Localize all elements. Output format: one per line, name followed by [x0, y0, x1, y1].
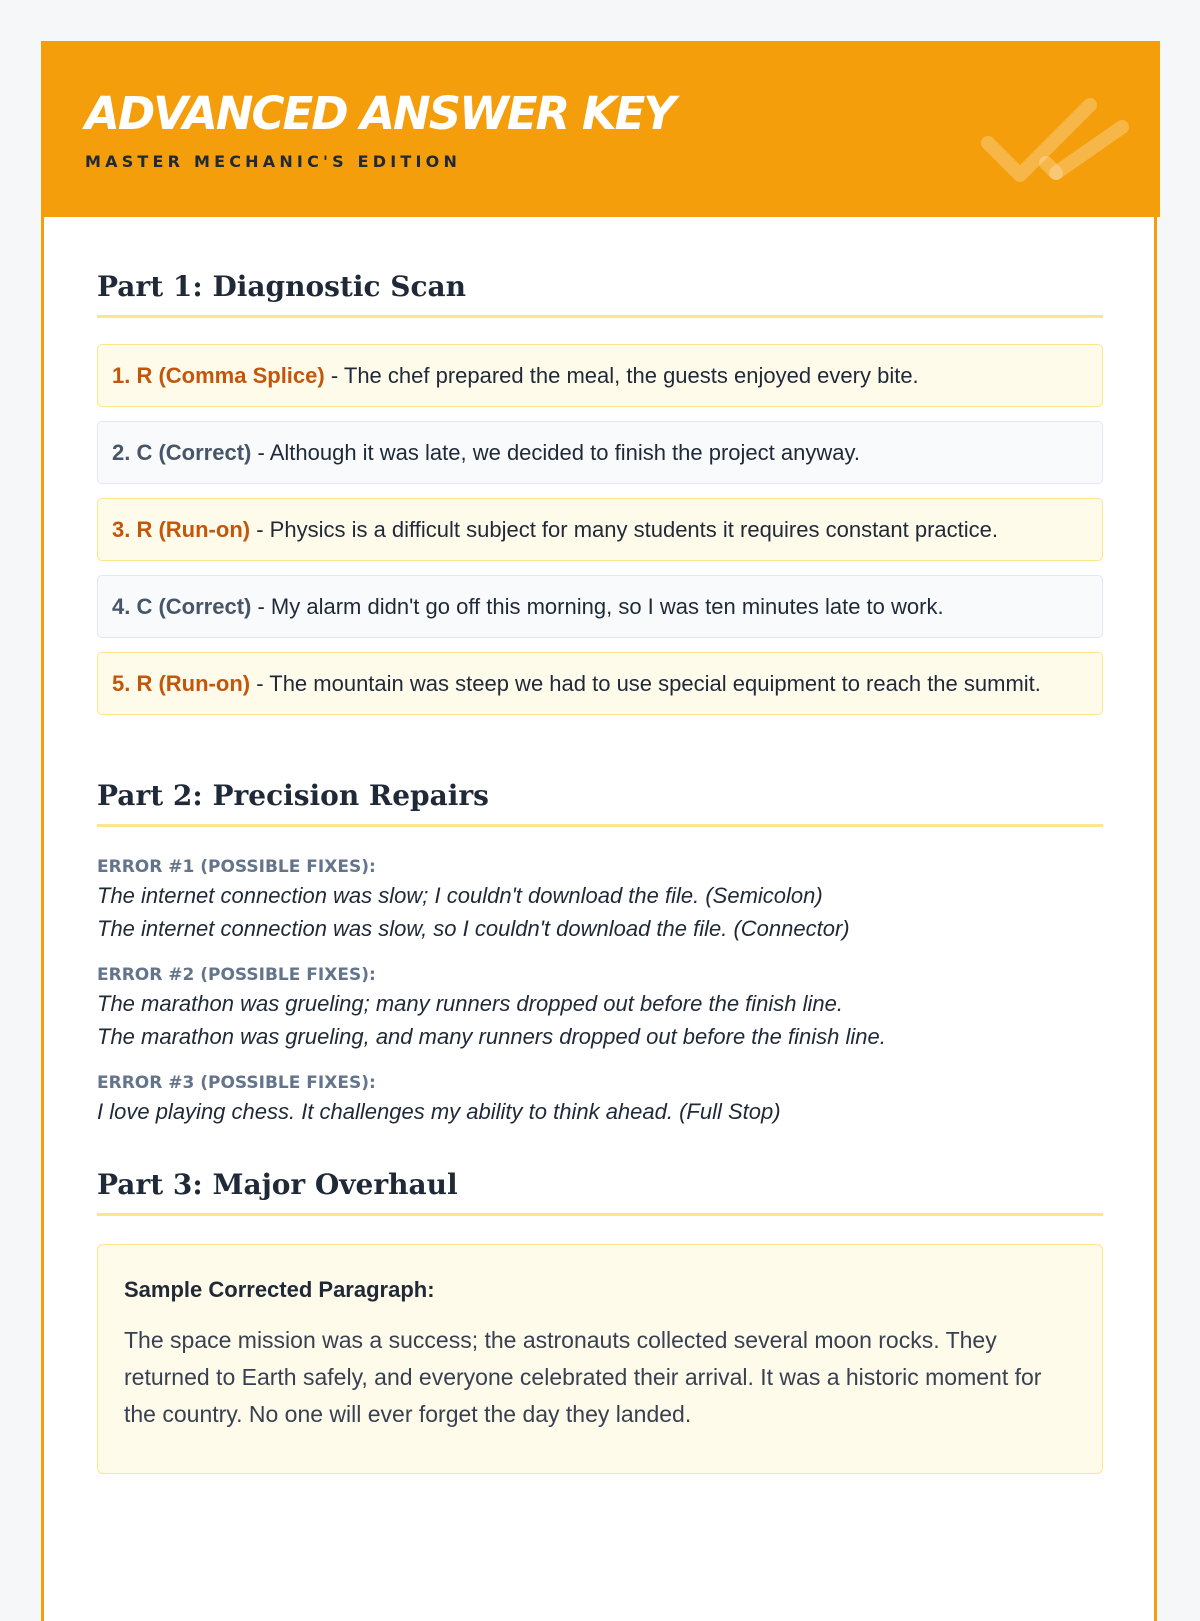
list-item: 2. C (Correct) - Although it was late, we decided to finish the project anyway. — [97, 421, 1103, 484]
part1-title: Part 1: Diagnostic Scan — [97, 270, 1103, 318]
page-subtitle: MASTER MECHANIC'S EDITION — [85, 152, 462, 171]
part2-title: Part 2: Precision Repairs — [97, 779, 1103, 827]
fix-line: The internet connection was slow, so I couldn't download the file. (Connector) — [97, 916, 850, 941]
fix-block — [97, 1071, 1103, 1128]
list-item: 4. C (Correct) - My alarm didn't go off this morning, so I was ten minutes late to work. — [97, 575, 1103, 638]
sample-paragraph-text: The space mission was a success; the astronauts collected several moon rocks. They returned to Earth safely, and everyone celebrated their arrival. It was a historic moment for the country. No one will ever forget the day they landed. — [124, 1327, 1042, 1427]
list-item: 5. R (Run-on) - The mountain was steep we had to use special equipment to reach the summit. — [97, 652, 1103, 715]
fix-line: The marathon was grueling; many runners dropped out before the finish line. — [97, 991, 843, 1016]
fix-block — [97, 963, 1103, 1053]
fix-block — [97, 855, 1103, 945]
item-label: 4. C (Correct) — [112, 594, 252, 619]
fix-label: ERROR #1 (POSSIBLE FIXES): — [97, 857, 376, 877]
item-label: 1. R (Comma Splice) — [112, 363, 325, 388]
double-check-icon — [980, 93, 1130, 189]
item-text: Although it was late, we decided to finish the project anyway. — [269, 440, 860, 465]
sample-paragraph-title: Sample Corrected Paragraph: — [124, 1277, 435, 1302]
fix-line: The internet connection was slow; I couldn't download the file. (Semicolon) — [97, 883, 823, 908]
item-text: Physics is a difficult subject for many students it requires constant practice. — [269, 517, 999, 542]
item-text: The chef prepared the meal, the guests enjoyed every bite. — [343, 363, 919, 388]
fix-line: The marathon was grueling, and many runners dropped out before the finish line. — [97, 1024, 886, 1049]
list-item: 1. R (Comma Splice) - The chef prepared the meal, the guests enjoyed every bite. — [97, 344, 1103, 407]
part2-section — [97, 779, 1103, 1128]
answer-content — [97, 270, 1103, 1474]
sample-paragraph-box — [97, 1244, 1103, 1474]
page-title: ADVANCED ANSWER KEY — [85, 87, 675, 140]
fix-line: I love playing chess. It challenges my ability to think ahead. (Full Stop) — [97, 1099, 781, 1124]
part3-title: Part 3: Major Overhaul — [97, 1168, 1103, 1216]
fix-label: ERROR #2 (POSSIBLE FIXES): — [97, 965, 376, 985]
item-text: My alarm didn't go off this morning, so I was ten minutes late to work. — [270, 594, 944, 619]
item-label: 3. R (Run-on) — [112, 517, 251, 542]
fix-label: ERROR #3 (POSSIBLE FIXES): — [97, 1073, 376, 1093]
item-label: 5. R (Run-on) — [112, 671, 251, 696]
list-item: 3. R (Run-on) - Physics is a difficult subject for many students it requires constant practice. — [97, 498, 1103, 561]
diagnostic-list — [97, 344, 1103, 715]
item-text: The mountain was steep we had to use special equipment to reach the summit. — [269, 671, 1041, 696]
repairs-list — [97, 855, 1103, 1128]
part3-section — [97, 1168, 1103, 1474]
item-label: 2. C (Correct) — [112, 440, 252, 465]
header-banner — [41, 41, 1160, 217]
